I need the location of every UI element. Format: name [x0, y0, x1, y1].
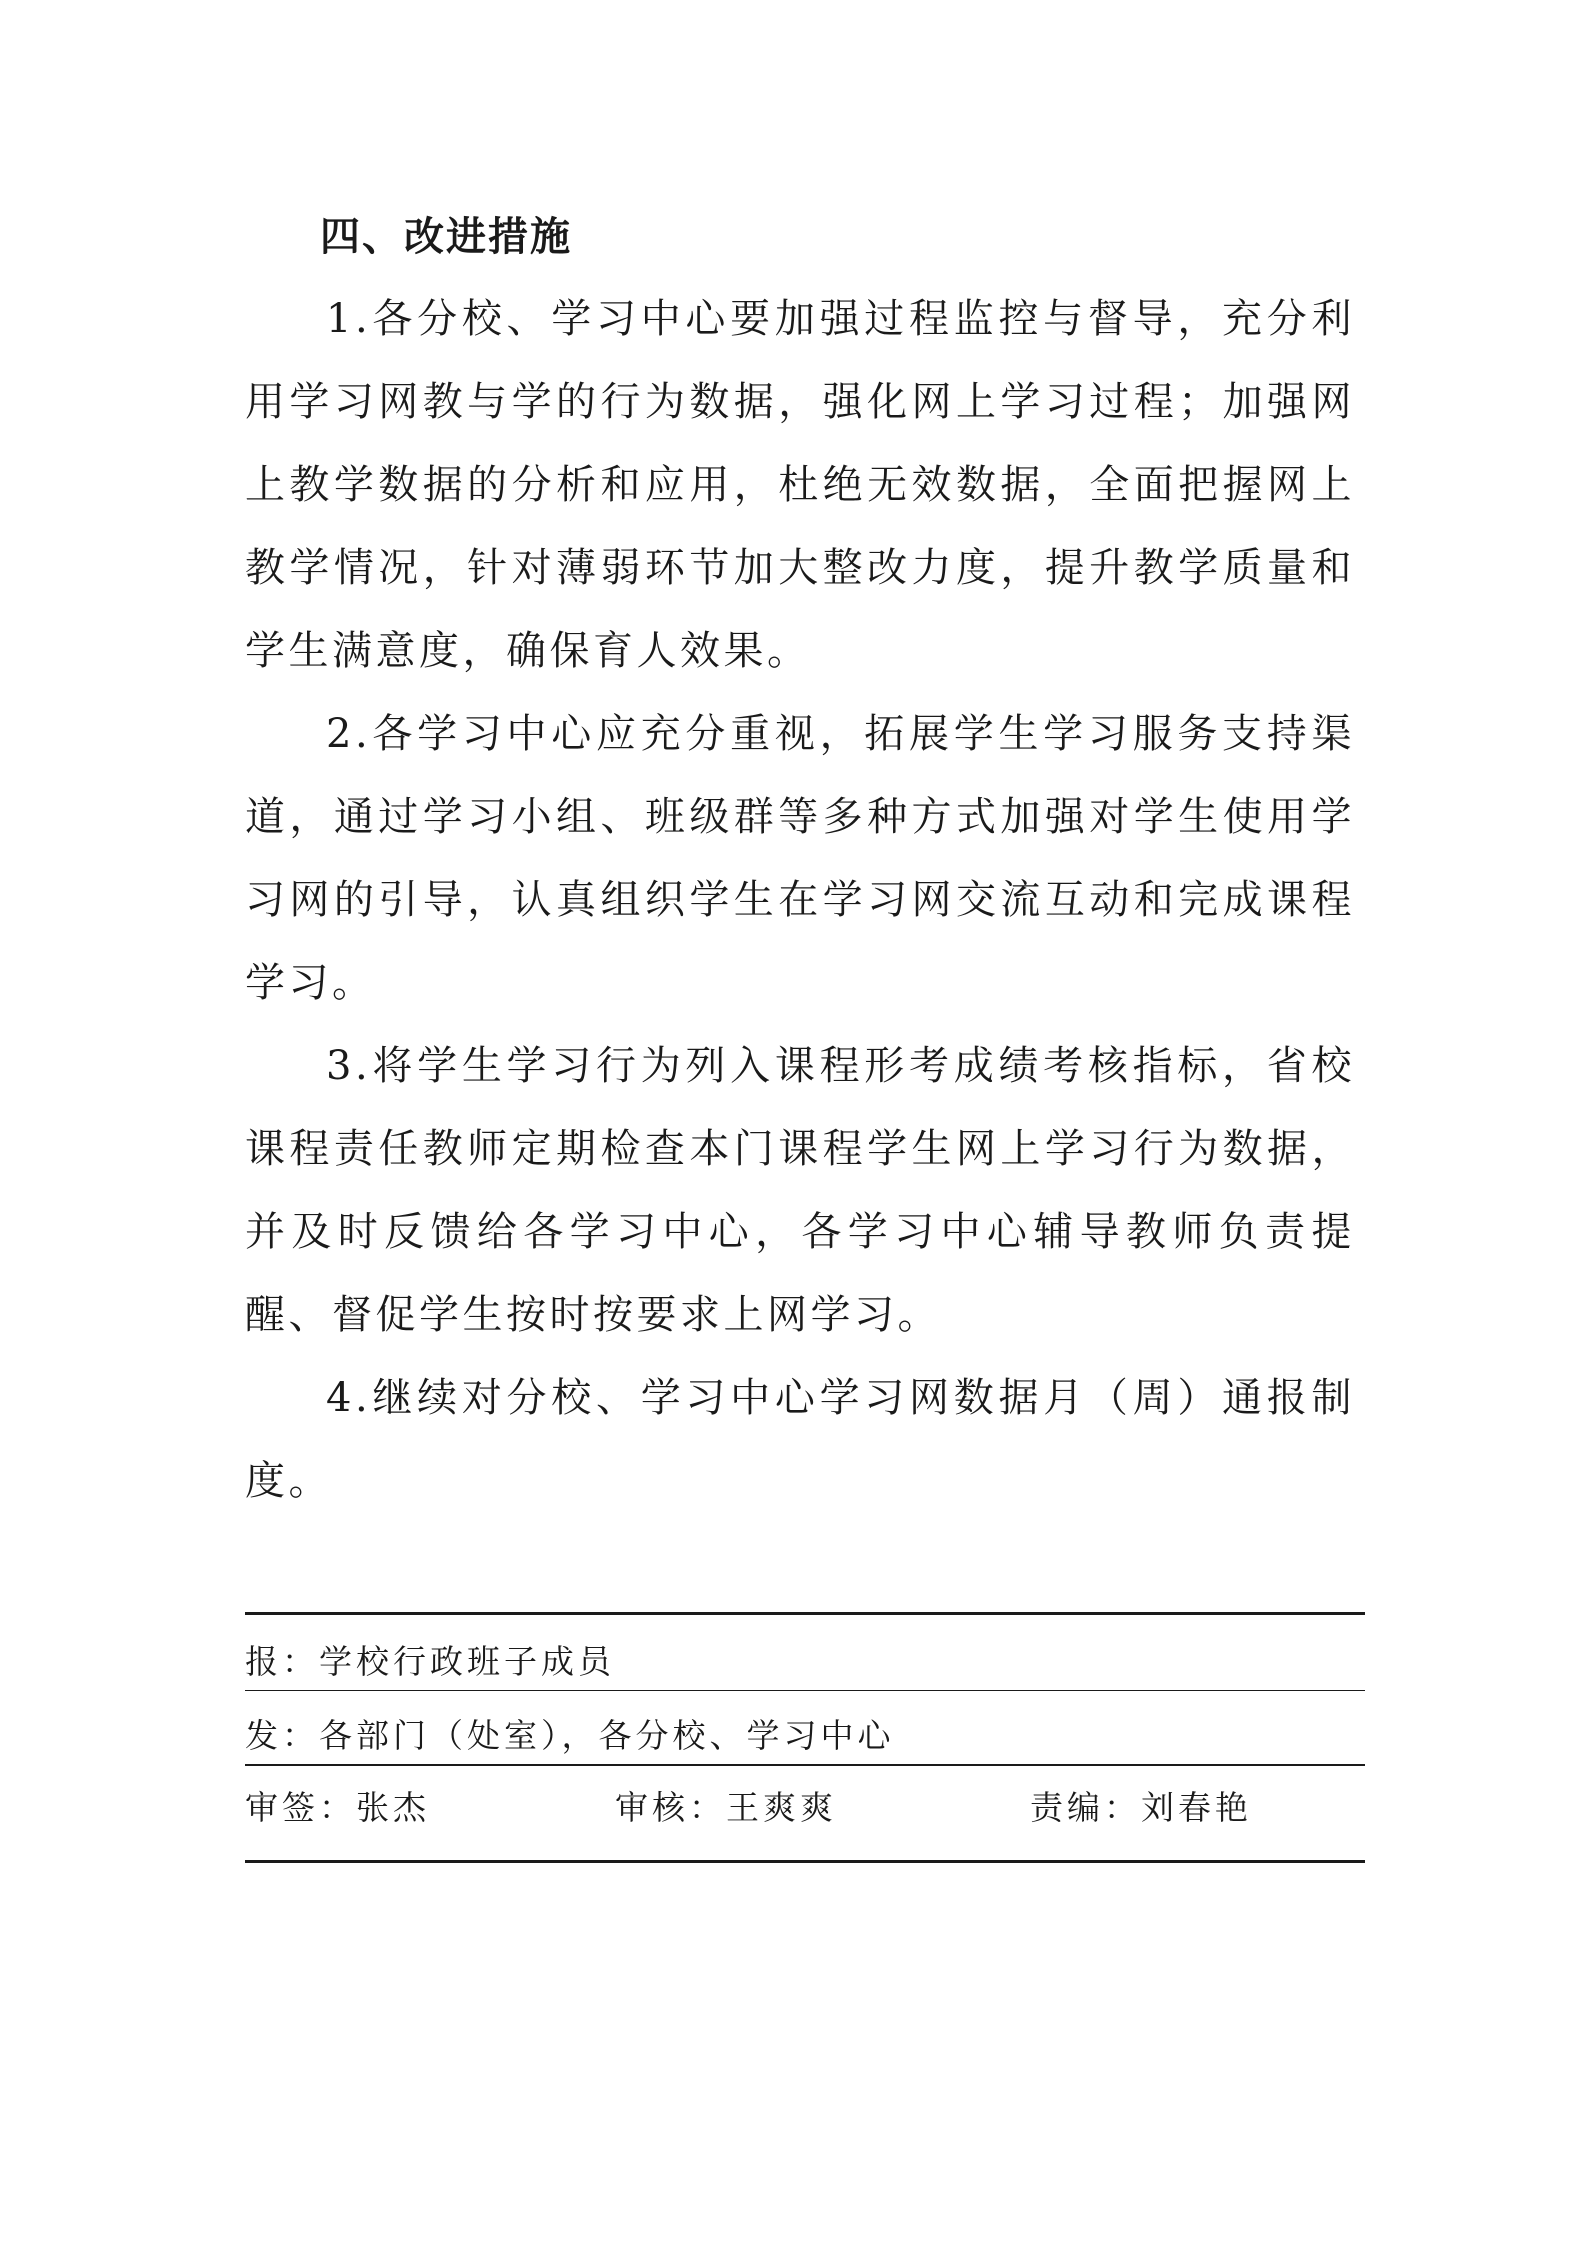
paragraph-1: 1.各分校、学习中心要加强过程监控与督导，充分利用学习网教与学的行为数据，强化网上学习过程；加强网上教学数据的分析和应用，杜绝无效数据，全面把握网上教学情况，针对薄弱环节加大整改力度，提升教学质量和学生满意度，确保育人效果。 — [245, 296, 1355, 674]
body-text — [245, 278, 1355, 1523]
paragraph-3: 3.将学生学习行为列入课程形考成绩考核指标，省校课程责任教师定期检查本门课程学生网上学习行为数据，并及时反馈给各学习中心，各学习中心辅导教师负责提醒、督促学生按时按要求上网学习。 — [245, 1043, 1355, 1338]
signer-field: 审签：张杰 — [245, 1788, 430, 1827]
footer-bottom-rule — [245, 1860, 1365, 1863]
footer-top-rule — [245, 1612, 1365, 1615]
paragraph-4: 4.继续对分校、学习中心学习网数据月（周）通报制度。 — [245, 1375, 1355, 1504]
footer-sign-rule — [245, 1764, 1365, 1766]
reviewer-field: 审核：王爽爽 — [615, 1788, 837, 1827]
section-heading: 四、改进措施 — [320, 214, 572, 260]
editor-field: 责编：刘春艳 — [1030, 1788, 1252, 1827]
send-to-line: 发：各部门（处室），各分校、学习中心 — [245, 1716, 895, 1755]
report-to-line: 报：学校行政班子成员 — [245, 1642, 615, 1681]
footer-mid-rule — [245, 1690, 1365, 1691]
paragraph-2: 2.各学习中心应充分重视，拓展学生学习服务支持渠道，通过学习小组、班级群等多种方式加强对学生使用学习网的引导，认真组织学生在学习网交流互动和完成课程学习。 — [245, 711, 1355, 1006]
